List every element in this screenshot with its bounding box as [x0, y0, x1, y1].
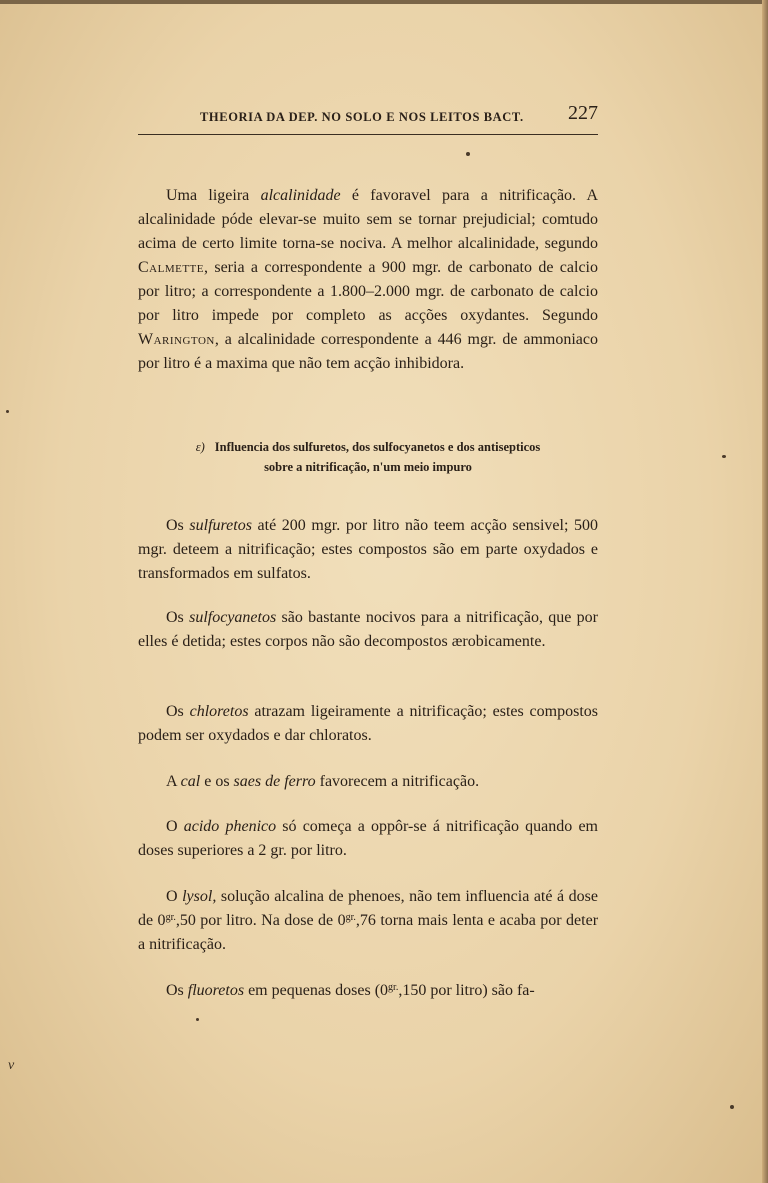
ink-speck: [6, 410, 9, 413]
paragraph-chloretos: Os chloretos atrazam ligeiramente a nitrificação; estes compostos podem ser oxydados e dar chloratos.: [138, 703, 599, 744]
ink-speck: [196, 1018, 199, 1021]
paragraph-lysol: O lysol, solução alcalina de phenoes, não tem influencia até á dose de $0^{gr.},50$ por litro. Na dose de $0^{gr.},76$ torna mais lenta e acaba por deter a nitrificação.: [138, 888, 599, 953]
page-top-edge: [0, 0, 768, 4]
paragraph-fluoretos: Os fluoretos em pequenas doses ($0^{gr.},150$ por litro) são fa-: [166, 982, 535, 999]
section-heading: ε) Influencia dos sulfuretos, dos sulfocyanetos e dos antisepticos sobre a nitrificação, n'um meio impuro: [195, 440, 541, 474]
paragraph-sulfocyanetos: Os sulfocyanetos são bastante nocivos para a nitrificação, que por elles é detida; estes corpos não são decompostos ærobicamente.: [138, 609, 599, 650]
paragraph-acido-phenico: O acido phenico só começa a oppôr-se á nitrificação quando em doses superiores a 2 gr. por litro.: [138, 818, 598, 859]
paragraph-cal: A cal e os saes de ferro favorecem a nitrificação.: [166, 773, 480, 790]
paragraph-alcalinidade: Uma ligeira alcalinidade é favoravel para a nitrificação. A alcalinidade póde elevar-se muito sem se tornar prejudicial; comtudo acima de certo limite torna-se nociva. A melhor alcalinidade, segundo Calmette, seria a correspondente a 900 mgr. de carbonato de calcio por litro; a correspondente a 1.800–2.000 mgr. de carbonato de calcio por litro impede por completo as acções oxydantes. Segundo Warington, a alcalinidade correspondente a 446 mgr. de ammoniaco por litro é a maxima que não tem acção inhibidora.: [138, 187, 599, 372]
paragraph-sulfuretos: Os sulfuretos até 200 mgr. por litro não teem acção sensivel; 500 mgr. deteem a nitrificação; estes compostos são em parte oxydados e transformados em sulfatos.: [138, 517, 599, 582]
page-right-edge: [762, 0, 768, 1183]
ink-speck: [466, 152, 470, 156]
ink-speck: [730, 1105, 734, 1109]
page-header: [138, 102, 598, 132]
page-number: 227: [568, 102, 598, 124]
margin-mark: v: [8, 1058, 15, 1073]
section-label: ε): [195, 440, 205, 454]
ink-speck: [722, 455, 726, 458]
header-rule: [138, 134, 598, 135]
running-head: THEORIA DA DEP. NO SOLO E NOS LEITOS BACT.: [200, 110, 524, 124]
